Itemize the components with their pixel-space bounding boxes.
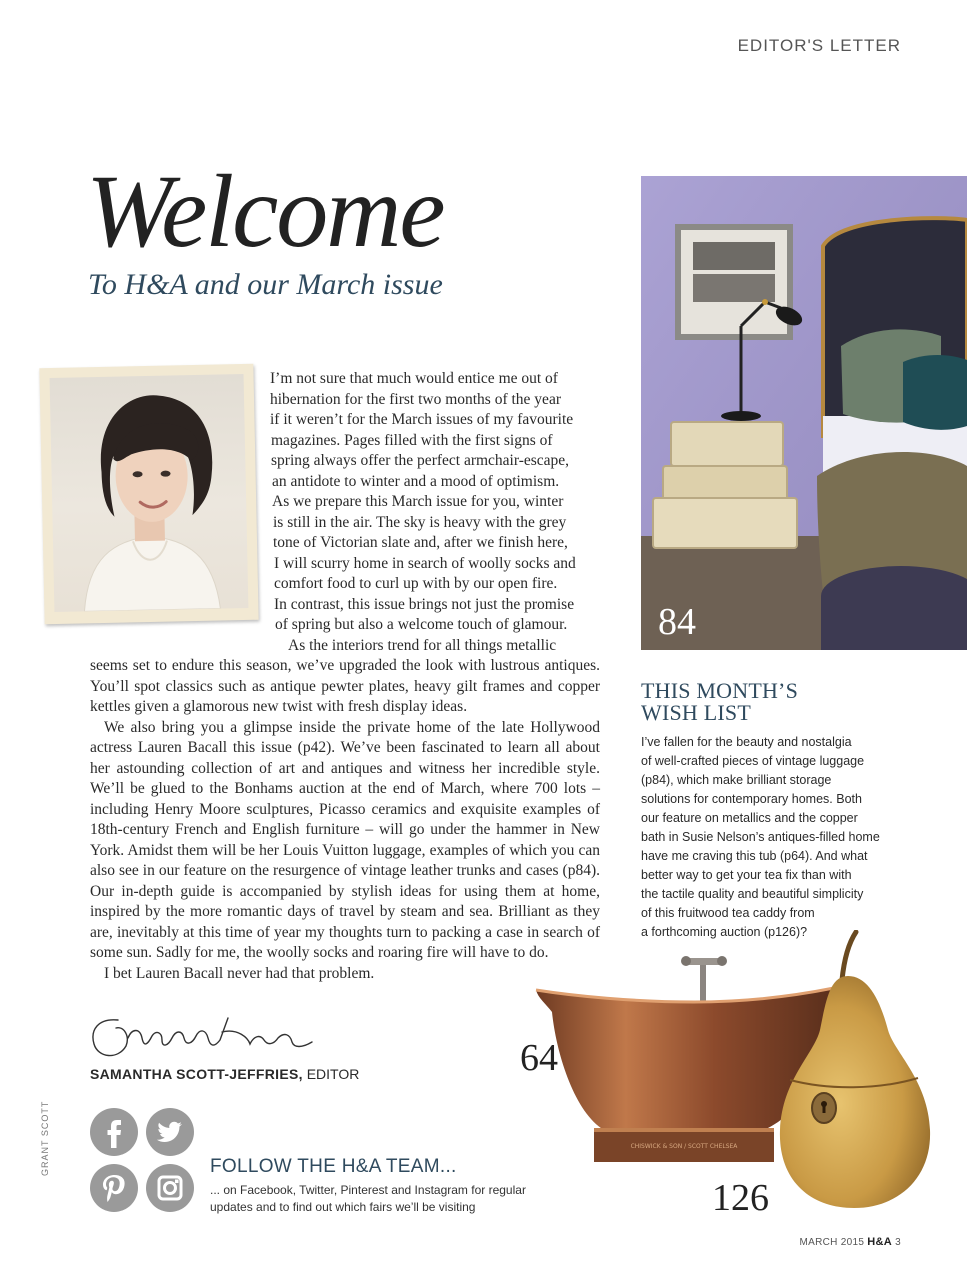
tea-caddy-image <box>768 930 938 1210</box>
pinterest-icon[interactable] <box>90 1164 138 1212</box>
text-line: I will scurry home in search of woolly socks and <box>274 554 576 572</box>
page-footer <box>800 1236 902 1248</box>
text-line: bath in Susie Nelson’s antiques-filled home <box>641 830 880 844</box>
follow-heading: FOLLOW THE H&A TEAM... <box>210 1156 457 1177</box>
footer-issue: MARCH 2015 <box>799 1237 865 1248</box>
wishlist-text <box>641 733 941 942</box>
paragraph: seems set to endure this season, we’ve upgraded the look with lustrous antiques. You’ll spot classics such as antique pewter plates, heavy gilt frames and copper kettles given a glamorous new twist with fresh display ideas. <box>90 657 600 715</box>
text-line: our feature on metallics and the copper <box>641 811 858 825</box>
wishlist-heading <box>641 680 798 724</box>
text-line: of well-crafted pieces of vintage luggage <box>641 754 865 768</box>
text-line: (p84), which make brilliant storage <box>641 773 832 787</box>
page-ref-caddy: 126 <box>712 1177 769 1219</box>
bedroom-photo <box>641 176 967 650</box>
text-line: As the interiors trend for all things metallic <box>288 636 557 654</box>
text-line: the tactile quality and beautiful simplicity <box>641 887 864 901</box>
text-line: have me craving this tub (p64). And what <box>641 849 868 863</box>
wishlist-heading-line: THIS MONTH’S <box>641 678 799 703</box>
editor-name: SAMANTHA SCOTT-JEFFRIES, <box>90 1066 303 1082</box>
text-line: In contrast, this issue brings not just the promise <box>274 595 575 613</box>
text-line: better way to get your tea fix than with <box>641 868 852 882</box>
page-number: 3 <box>895 1237 901 1248</box>
photo-credit: GRANT SCOTT <box>40 1100 50 1176</box>
twitter-icon[interactable] <box>146 1108 194 1156</box>
editor-role: EDITOR <box>306 1066 360 1082</box>
editor-portrait <box>39 364 258 624</box>
text-line: spring always offer the perfect armchair-escape, <box>271 452 570 469</box>
text-line: a forthcoming auction (p126)? <box>641 925 808 939</box>
paragraph: I bet Lauren Bacall never had that problem. <box>104 964 375 982</box>
intro-text <box>270 369 576 656</box>
text-line: tone of Victorian slate and, after we finish here, <box>273 534 568 551</box>
text-line: I’ve fallen for the beauty and nostalgia <box>641 735 852 749</box>
editor-signature <box>88 1008 338 1069</box>
page-subtitle: To H&A and our March issue <box>88 268 443 301</box>
paragraph: We also bring you a glimpse inside the private home of the late Hollywood actress Lauren Bacall this issue (p42). We’ve been fascinated to learn all about her astounding collection of art and antiques and witness her incredible style. We’ll be glued to the Bonhams auction at the end of March, where 700 lots – including Henry Moore sculptures, Picasso ceramics and exquisite examples of 18th-century French and English furniture – will go under the hammer in New York. Amidst them will be her Louis Vuitton luggage, examples of which you can also see in our feature on the resurgence of vintage leather trunks and cases (p84). Our in-depth guide is accompanied by stylish ideas for using them at home, inspired by the more romantic days of travel by steam and sea. Brilliant as they are, inevitably at this time of year my thoughts turn to packing a case in search of some sun. Sadly for me, the woolly socks and roaring fire will have to do. <box>90 718 600 961</box>
instagram-icon[interactable] <box>146 1164 194 1212</box>
page-title: Welcome <box>86 154 444 269</box>
text-line: solutions for contemporary homes. Both <box>641 792 862 806</box>
text-line: of this fruitwood tea caddy from <box>641 906 815 920</box>
facebook-icon[interactable] <box>90 1108 138 1156</box>
editor-credit <box>90 1066 359 1082</box>
text-line: is still in the air. The sky is heavy with the grey <box>273 513 567 531</box>
wishlist-heading-line: WISH LIST <box>641 700 751 725</box>
portrait-figure <box>50 374 249 612</box>
text-line: an antidote to winter and a mood of optimism. <box>272 472 560 490</box>
text-line: of spring but also a welcome touch of glamour. <box>275 616 568 633</box>
section-label: EDITOR'S LETTER <box>737 36 901 55</box>
bath-stamp: CHISWICK & SON / SCOTT CHELSEA <box>630 1143 738 1150</box>
footer-brand: H&A <box>867 1236 893 1248</box>
text-line: comfort food to curl up with by our open fire. <box>274 575 558 592</box>
page-ref-bath: 64 <box>520 1037 558 1079</box>
follow-text: ... on Facebook, Twitter, Pinterest and Instagram for regular updates and to find out which fairs we’ll be visiting <box>210 1183 526 1214</box>
text-line: if it weren’t for the March issues of my favourite <box>270 411 574 428</box>
letter-body <box>90 656 600 984</box>
text-line: I’m not sure that much would entice me out of <box>270 370 558 387</box>
text-line: hibernation for the first two months of the year <box>270 390 561 408</box>
text-line: As we prepare this March issue for you, winter <box>272 493 564 510</box>
page-ref-bedroom: 84 <box>658 601 696 643</box>
text-line: magazines. Pages filled with the first signs of <box>271 431 553 449</box>
